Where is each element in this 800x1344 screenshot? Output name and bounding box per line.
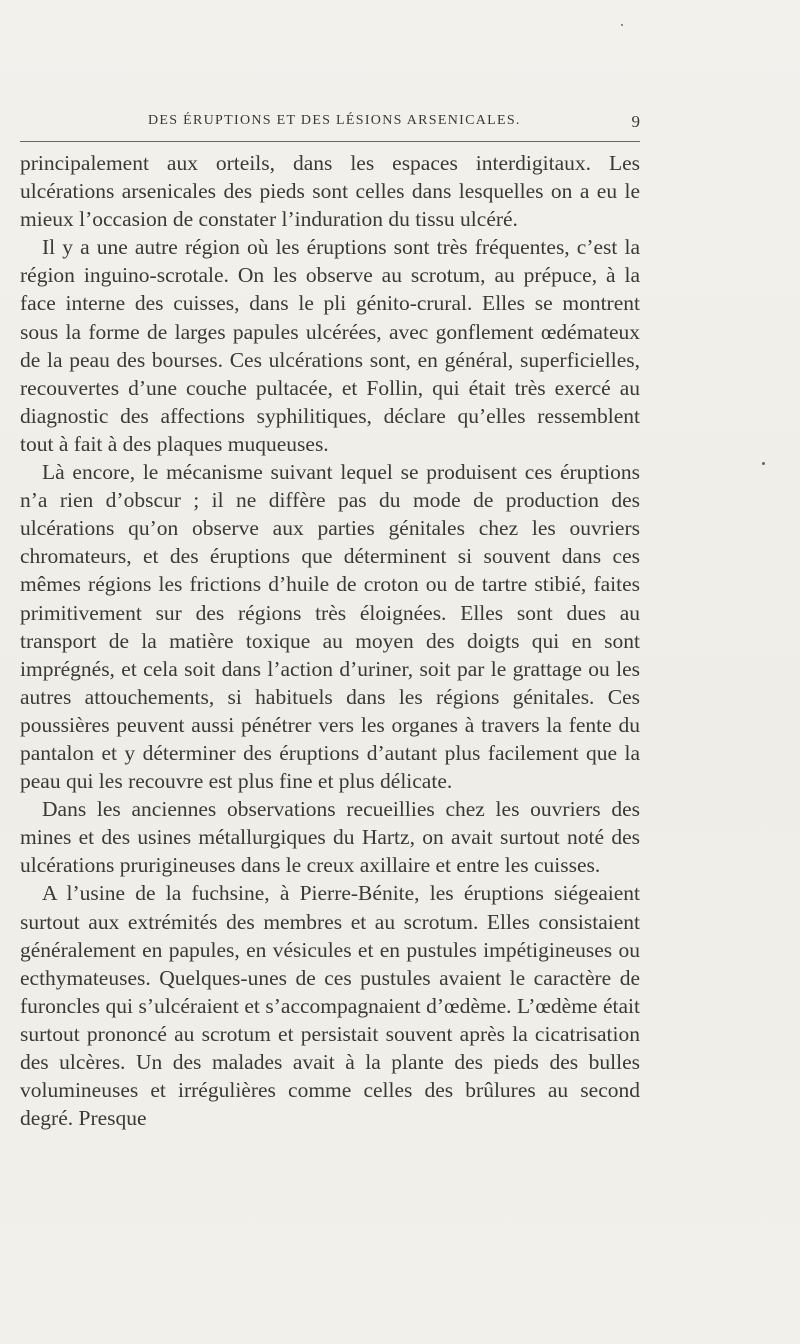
paragraph-mechanism: Là encore, le mécanisme suivant lequel se produisent ces éruptions n’a rien d’obscur ; il ne diffère pas du mode de production des ulcérations qu’on observe aux parties génitales chez les ouvriers chromateurs, et des éruptions que déterminent si souvent dans ces mêmes régions les frictions d’huile de croton ou de tartre stibié, faites primitivement sur des régions très éloignées. Elles sont dues au transport de la matière toxique au moyen des doigts qui en sont imprégnés, et cela soit dans l’action d’uriner, soit par le grattage ou les autres attouchements, si habituels dans les régions génitales. Ces poussières peuvent aussi pénétrer vers les organes à travers la fente du pantalon et y déterminer des éruptions d’autant plus facilement que la peau qui les recouvre est plus fine et plus délicate. — [20, 460, 640, 794]
running-title: DES ÉRUPTIONS ET DES LÉSIONS ARSENICALES. — [148, 113, 521, 128]
paper-speck — [762, 462, 765, 465]
paragraph-inguino-scrotal: Il y a une autre région où les éruptions sont très fréquentes, c’est la région inguino-scrotale. On les observe au scrotum, au prépuce, à la face interne des cuisses, dans le pli génito-crural. Elles se montrent sous la forme de larges papules ulcérées, avec gonflement œdémateux de la peau des bourses. Ces ulcérations sont, en général, superficielles, recouvertes d’une couche pultacée, et Follin, qui était très exercé au diagnostic des affections syphilitiques, déclare qu’elles ressemblent tout à fait à des plaques muqueuses. — [20, 235, 640, 456]
paragraph-continued: principalement aux orteils, dans les espaces interdigitaux. Les ulcérations arsenicales des pieds sont celles dans lesquelles on a eu le mieux l’occasion de constater l’induration du tissu ulcéré. — [20, 151, 640, 232]
paragraph-fuchsine-factory: A l’usine de la fuchsine, à Pierre-Bénite, les éruptions siégeaient surtout aux extrémités des membres et au scrotum. Elles consistaient généralement en papules, en vésicules et en pustules impétigineuses ou ecthymateuses. Quelques-unes de ces pustules avaient le caractère de furoncles qui s’ulcéraient et s’accompagnaient d’œdème. L’œdème était surtout prononcé au scrotum et persistait souvent après la cicatrisation des ulcères. Un des malades avait à la plante des pieds des bulles volumineuses et irrégulières comme celles des brûlures au second degré. Presque — [20, 881, 640, 1131]
running-head — [20, 113, 640, 139]
paragraph-hartz-observations: Dans les anciennes observations recueillies chez les ouvriers des mines et des usines métallurgiques du Hartz, on avait surtout noté des ulcérations prurigineuses dans le creux axillaire et entre les cuisses. — [20, 797, 640, 878]
body-text — [20, 149, 640, 1132]
header-rule — [20, 141, 640, 142]
page-number: 9 — [631, 112, 640, 131]
paper-speck — [621, 24, 623, 26]
